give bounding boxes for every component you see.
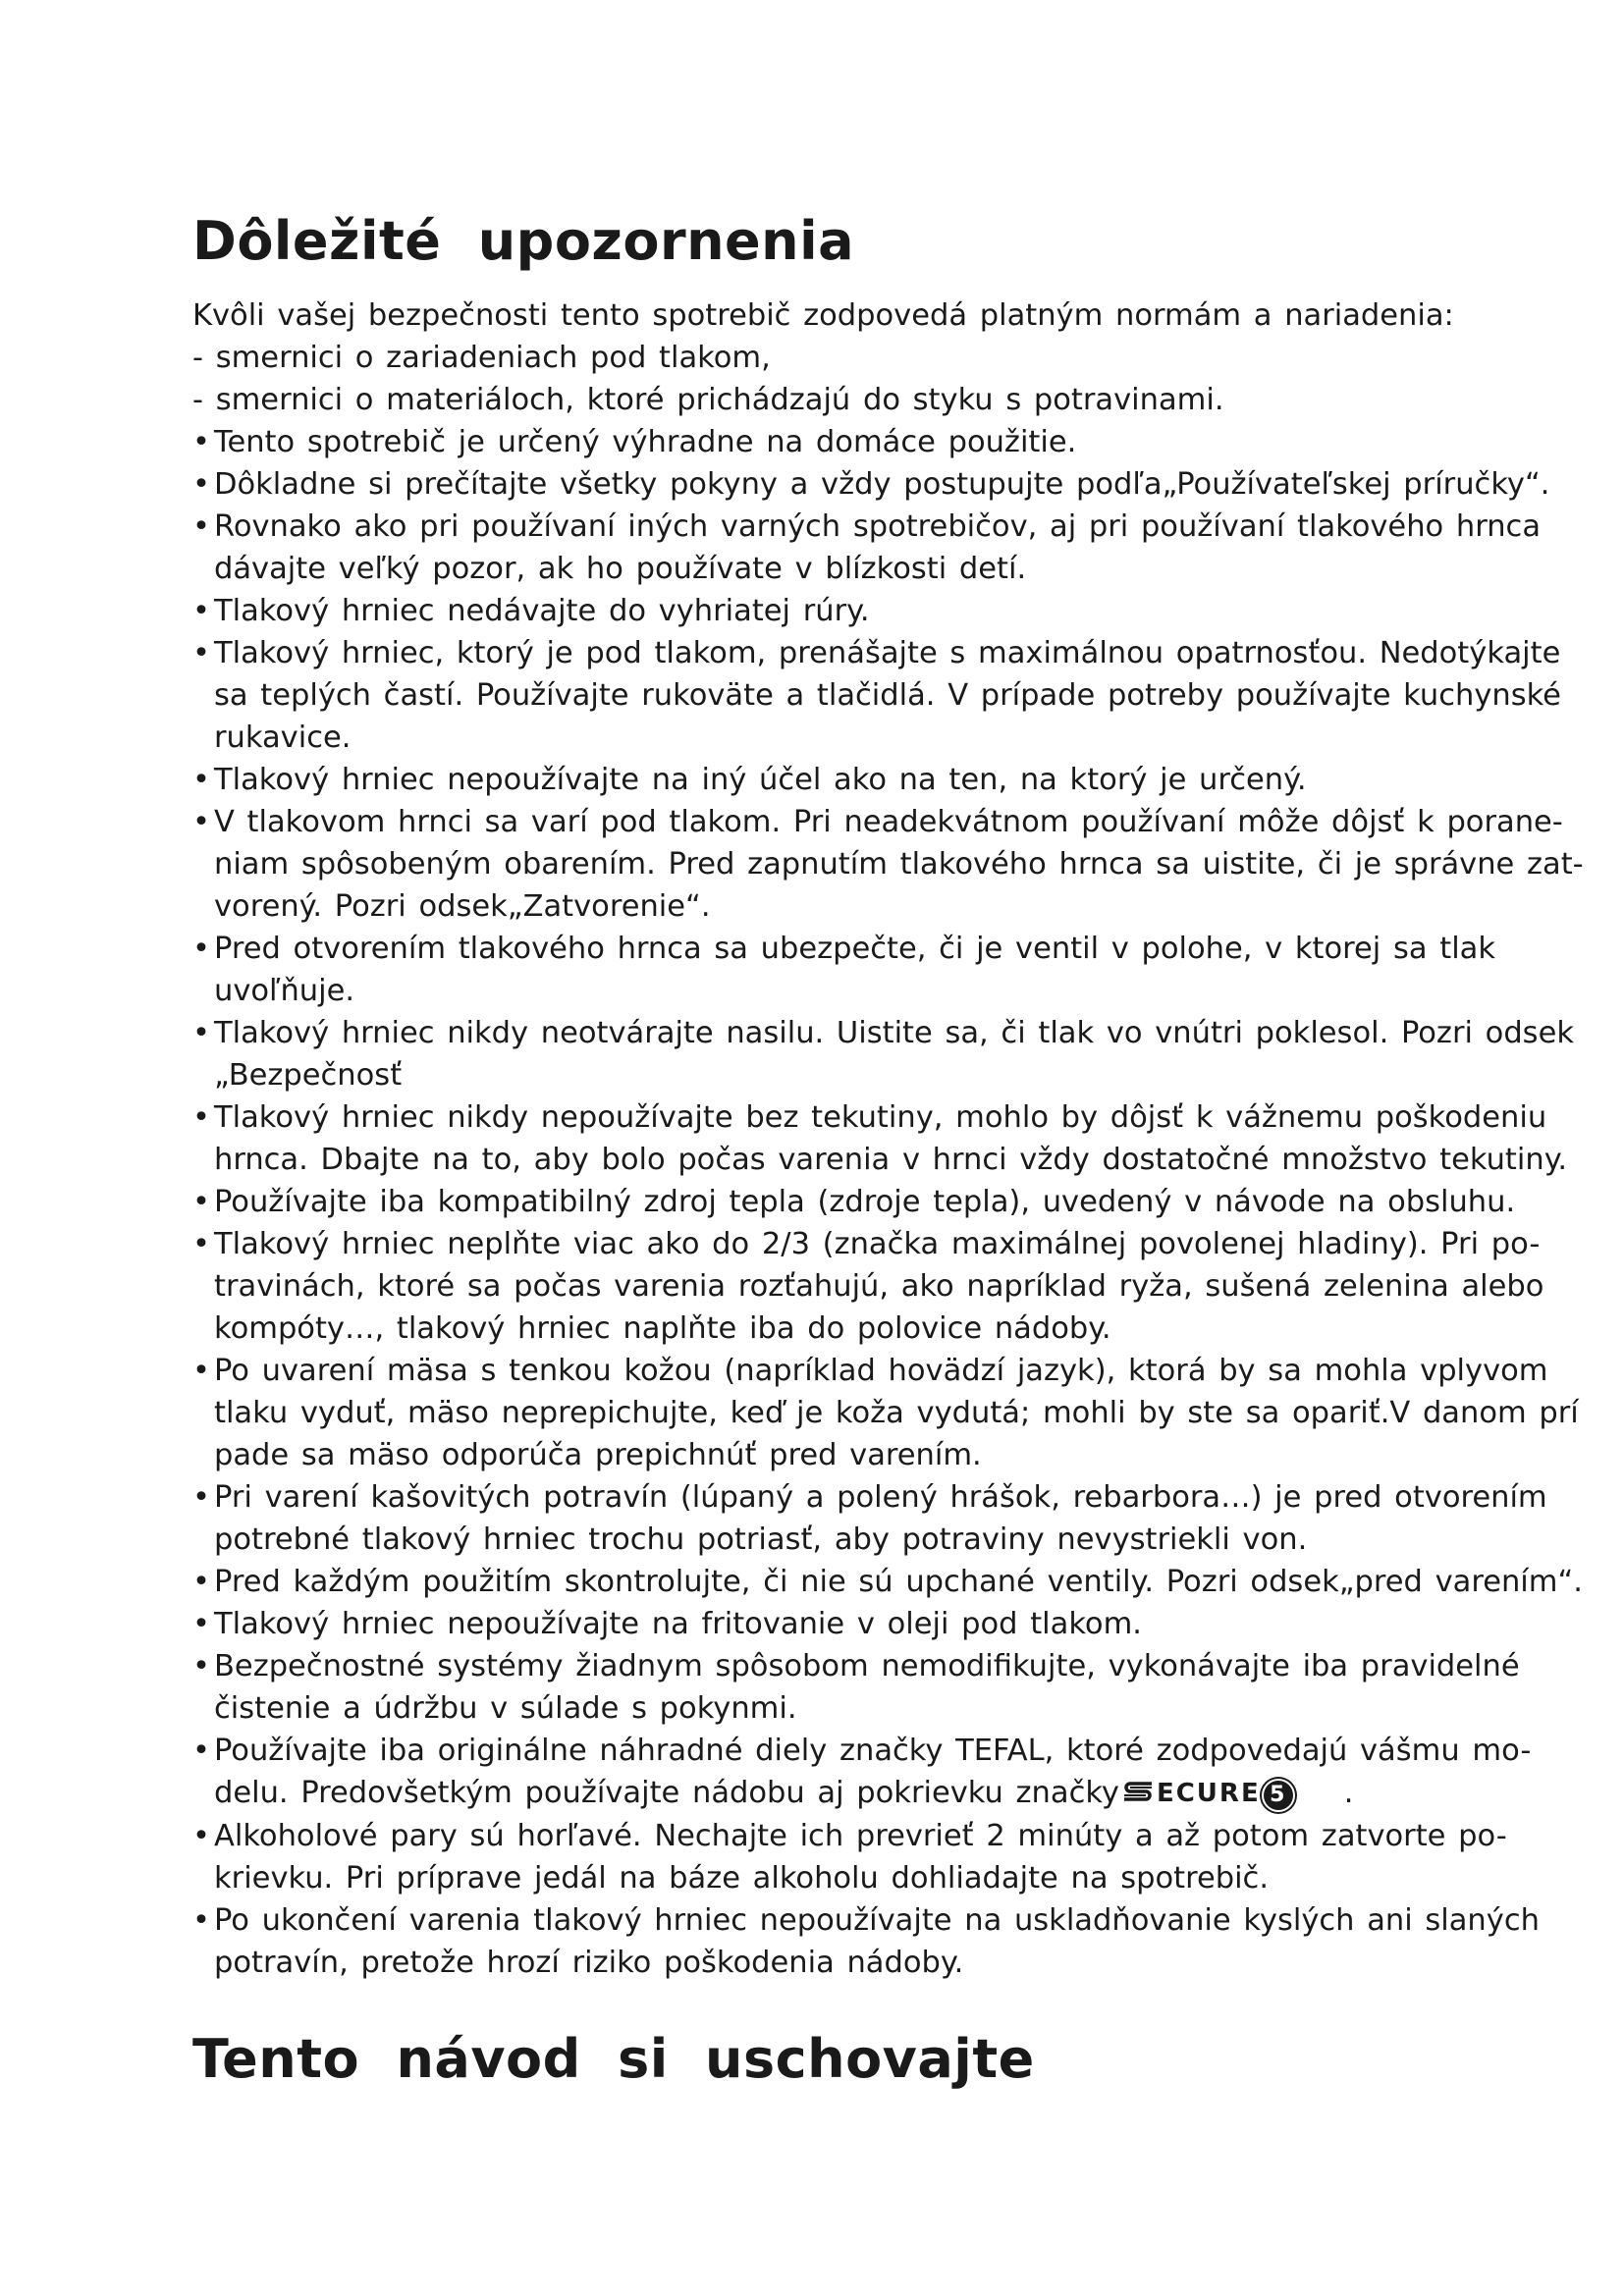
bullet-line: hrnca. Dbajte na to, aby bolo počas varenia v hrnci vždy dostatočné množstvo tekutiny. (214, 1143, 1568, 1177)
bullet-dot: • (192, 1480, 210, 1515)
bullet-item (192, 590, 1567, 632)
bullet-dot: • (192, 1185, 210, 1219)
bullet-line: rukavice. (214, 721, 352, 755)
bullet-item (192, 759, 1567, 801)
bullet-dot: • (192, 509, 210, 544)
bullet-item (192, 1096, 1567, 1181)
bullet-line: Po ukončení varenia tlakový hrniec nepoužívajte na uskladňovanie kyslých ani slaných (214, 1903, 1540, 1938)
bullet-line: Pred každým použitím skontrolujte, či nie sú upchané ventily. Pozri odsek„pred varením“. (214, 1565, 1583, 1599)
bullet-dot: • (192, 1607, 210, 1641)
secure-5-logo (1121, 1773, 1293, 1815)
bullet-item (192, 463, 1567, 506)
bullet-item (192, 1012, 1574, 1096)
bullet-item (192, 1350, 1579, 1476)
bullet-line: Tlakový hrniec, ktorý je pod tlakom, prenášajte s maximálnou opatrnosťou. Nedotýkajte (214, 636, 1561, 670)
page-title: Dôležité upozornenia (192, 210, 855, 272)
dash-item: - smernici o materiáloch, ktoré prichádzajú do styku s potravinami. (192, 383, 1224, 417)
dash-item: - smernici o zariadeniach pod tlakom, (192, 341, 771, 375)
bullet-dot: • (192, 467, 210, 502)
bullet-line: Bezpečnostné systémy žiadnym spôsobom nemodifikujte, vykonávajte iba pravidelné (214, 1649, 1520, 1683)
safety-text (192, 294, 1584, 1984)
secure-line-end: . (1343, 1776, 1354, 1810)
bullet-item (192, 801, 1584, 928)
bullet-item (192, 1645, 1567, 1730)
bullet-line: kompóty…, tlakový hrniec naplňte iba do polovice nádoby. (214, 1311, 1111, 1346)
bullet-dot: • (192, 1734, 210, 1768)
bullet-dot: • (192, 805, 210, 839)
bullet-line: niam spôsobeným obarením. Pred zapnutím tlakového hrnca sa uistite, či je správne zat- (214, 847, 1584, 881)
bullet-item (192, 1815, 1567, 1899)
bullet-dot: • (192, 932, 210, 966)
bullet-dot: • (192, 594, 210, 628)
bullet-line: „Bezpečnosť (214, 1058, 403, 1093)
footer-heading: Tento návod si uschovajte (192, 2028, 1035, 2090)
bullet-line: Tento spotrebič je určený výhradne na domáce použitie. (214, 425, 1077, 459)
bullet-item (192, 1223, 1567, 1350)
bullet-dot: • (192, 1819, 210, 1853)
secure-s-icon (1121, 1779, 1155, 1804)
secure-logo-text: ECURE (1156, 1779, 1261, 1808)
bullet-item (192, 632, 1567, 759)
bullet-line: Používajte iba kompatibilný zdroj tepla (zdroje tepla), uvedený v návode na obsluhu. (214, 1185, 1516, 1219)
bullet-line: dávajte veľký pozor, ak ho používate v blízkosti detí. (214, 552, 1027, 586)
intro-text: Kvôli vašej bezpečnosti tento spotrebič zodpovedá platným normám a nariadenia: (192, 298, 1454, 333)
bullet-line: sa teplých častí. Používajte rukoväte a tlačidlá. V prípade potreby používajte kuchynské (214, 678, 1561, 713)
bullet-dot: • (192, 1100, 210, 1135)
bullet-line: Pred otvorením tlakového hrnca sa ubezpečte, či je ventil v polohe, v ktorej sa tlak (214, 932, 1496, 966)
bullet-dot: • (192, 763, 210, 797)
bullet-line: Tlakový hrniec nikdy nepoužívajte bez tekutiny, mohlo by dôjsť k vážnemu poškodeniu (214, 1100, 1547, 1135)
bullet-line: tlaku vyduť, mäso neprepichujte, keď je koža vydutá; mohli by ste sa opariť.V danom prí (214, 1396, 1579, 1430)
bullet-line: V tlakovom hrnci sa varí pod tlakom. Pri neadekvátnom používaní môže dôjsť k porane- (214, 805, 1563, 839)
bullet-dot: • (192, 425, 210, 459)
bullet-line: čistenie a údržbu v súlade s pokynmi. (214, 1691, 797, 1726)
bullet-item (192, 1899, 1567, 1984)
bullet-dot: • (192, 1565, 210, 1599)
bullet-line: Používajte iba originálne náhradné diely značky TEFAL, ktoré zodpovedajú vášmu mo- (214, 1734, 1532, 1768)
bullet-list (192, 421, 1584, 1984)
bullet-line: travinách, ktoré sa počas varenia rozťahujú, ako napríklad ryža, sušená zelenina alebo (214, 1269, 1544, 1304)
bullet-dot: • (192, 636, 210, 670)
bullet-line: potrebné tlakový hrniec trochu potriasť, aby potraviny nevystriekli von. (214, 1522, 1308, 1557)
bullet-item (192, 1730, 1567, 1815)
secure-line (214, 1772, 1567, 1815)
bullet-line: Tlakový hrniec nedávajte do vyhriatej rúry. (214, 594, 870, 628)
bullet-line: pade sa mäso odporúča prepichnúť pred varením. (214, 1438, 982, 1472)
bullet-line: Po uvarení mäsa s tenkou kožou (napríklad hovädzí jazyk), ktorá by sa mohla vplyvom (214, 1354, 1548, 1388)
bullet-line: Dôkladne si prečítajte všetky pokyny a vždy postupujte podľa„Používateľskej príručky“. (214, 467, 1550, 502)
bullet-line: Tlakový hrniec nepoužívajte na fritovanie v oleji pod tlakom. (214, 1607, 1142, 1641)
secure-line-text: delu. Predovšetkým používajte nádobu aj pokrievku značky (214, 1776, 1119, 1810)
bullet-item (192, 1561, 1583, 1603)
bullet-item (192, 506, 1567, 590)
bullet-dot: • (192, 1903, 210, 1938)
bullet-item (192, 1603, 1567, 1645)
bullet-item (192, 1181, 1567, 1223)
bullet-line: uvoľňuje. (214, 974, 355, 1008)
bullet-line: Rovnako ako pri používaní iných varných spotrebičov, aj pri používaní tlakového hrnca (214, 509, 1542, 544)
bullet-dot: • (192, 1649, 210, 1683)
secure-logo-number: 5 (1264, 1781, 1293, 1810)
bullet-line: vorený. Pozri odsek„Zatvorenie“. (214, 889, 711, 924)
bullet-line: Tlakový hrniec nikdy neotvárajte nasilu. Uistite sa, či tlak vo vnútri poklesol. Pozri odsek (214, 1016, 1574, 1050)
bullet-line: Tlakový hrniec neplňte viac ako do 2/3 (značka maximálnej povolenej hladiny). Pri po- (214, 1227, 1541, 1261)
bullet-dot: • (192, 1227, 210, 1261)
bullet-line: krievku. Pri príprave jedál na báze alkoholu dohliadajte na spotrebič. (214, 1861, 1270, 1896)
bullet-line: Alkoholové pary sú horľavé. Nechajte ich prevrieť 2 minúty a až potom zatvorte po- (214, 1819, 1507, 1853)
bullet-line: potravín, pretože hrozí riziko poškodenia nádoby. (214, 1946, 964, 1980)
bullet-dot: • (192, 1016, 210, 1050)
bullet-line: Pri varení kašovitých potravín (lúpaný a polený hrášok, rebarbora…) je pred otvorením (214, 1480, 1547, 1515)
bullet-line: Tlakový hrniec nepoužívajte na iný účel ako na ten, na ktorý je určený. (214, 763, 1307, 797)
bullet-item (192, 421, 1567, 463)
bullet-item (192, 928, 1567, 1012)
bullet-item (192, 1476, 1567, 1561)
bullet-dot: • (192, 1354, 210, 1388)
